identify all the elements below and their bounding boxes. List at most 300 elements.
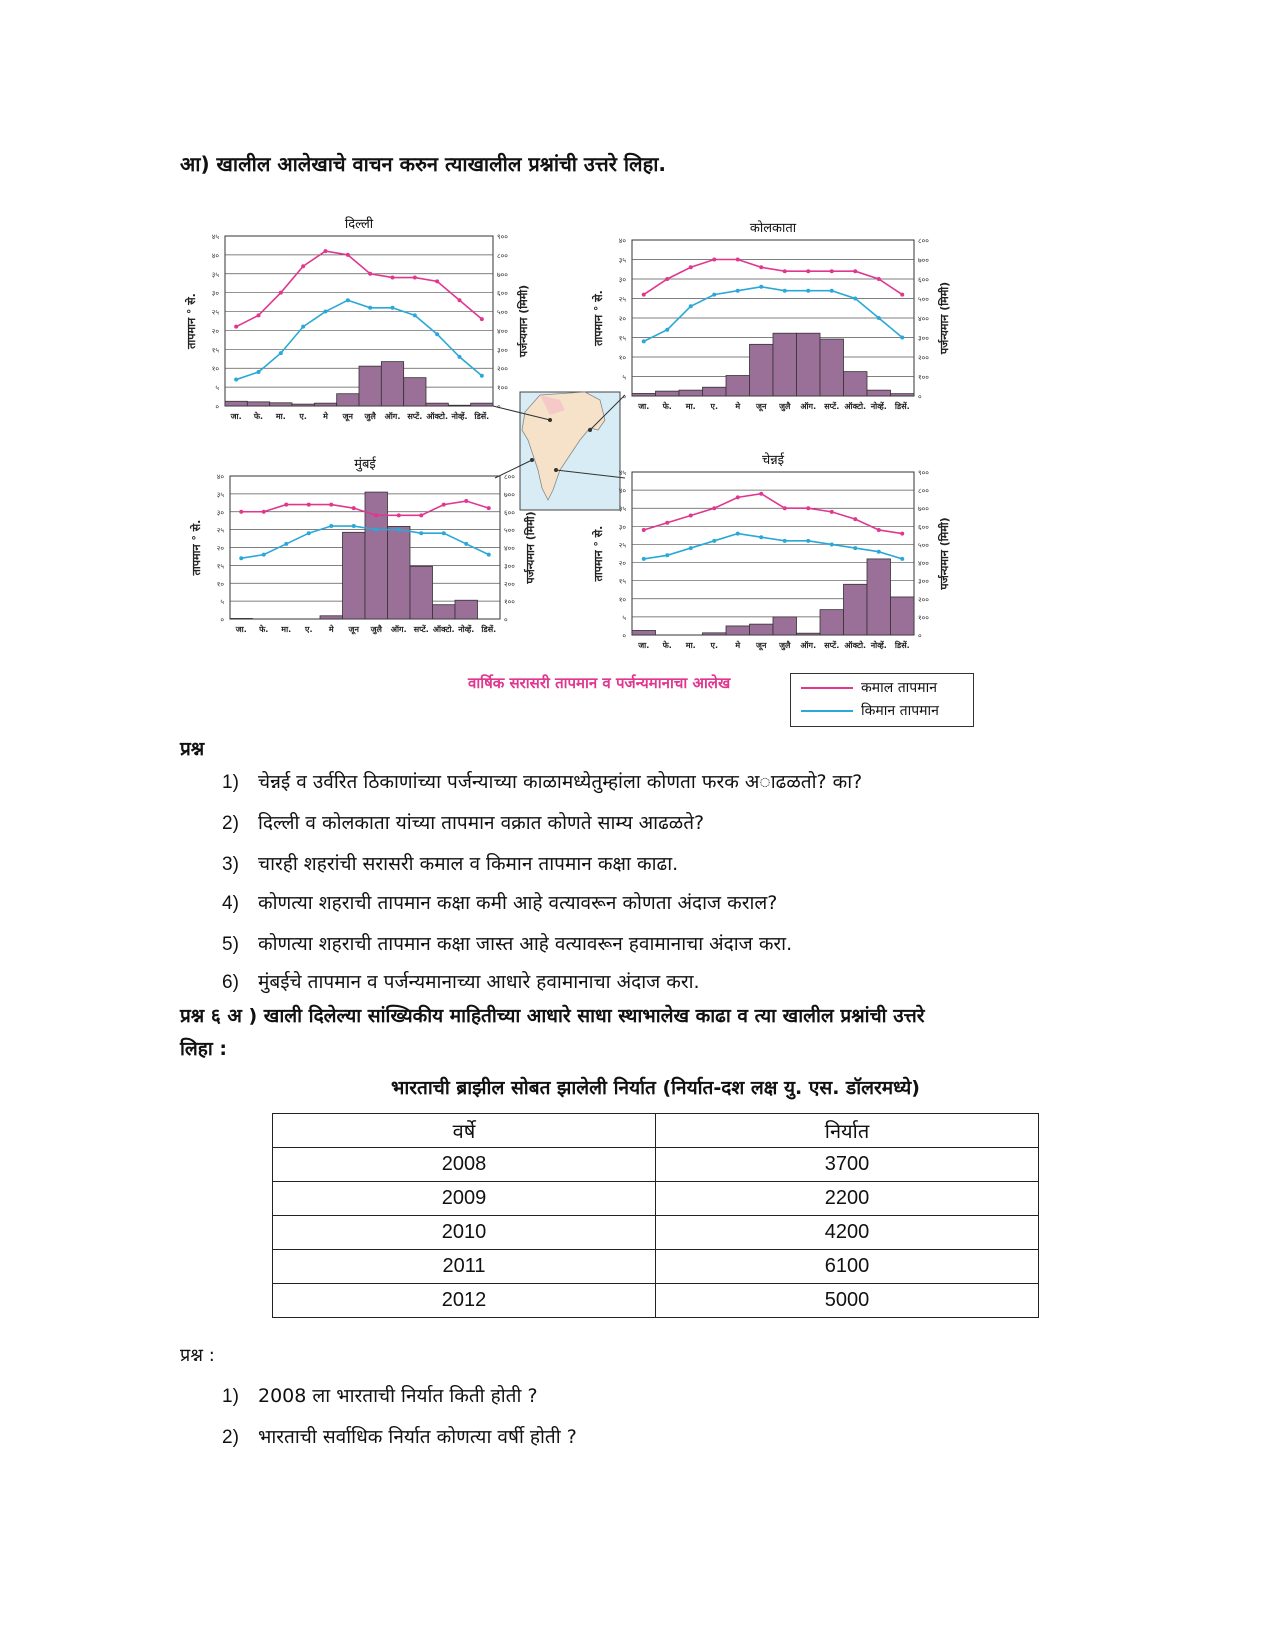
- question-number: 3): [222, 854, 239, 875]
- header-exports: निर्यात: [656, 1114, 1039, 1148]
- left-tick-label: ३५: [618, 505, 626, 514]
- month-label: नोव्हें.: [870, 402, 887, 411]
- min-temp-point: [279, 351, 283, 355]
- month-label: मा.: [685, 641, 696, 650]
- rainfall-bar: [230, 618, 253, 619]
- rainfall-bar: [343, 532, 366, 619]
- cell-export: 5000: [656, 1284, 1039, 1318]
- month-label: डिसें.: [474, 412, 490, 421]
- month-label: जा.: [235, 625, 247, 634]
- max-temp-point: [642, 293, 646, 297]
- left-tick-label: ३०: [211, 289, 219, 298]
- right-tick-label: ६००: [504, 508, 515, 517]
- question-item: [222, 1423, 577, 1449]
- q6-instruction-line2: लिहा :: [180, 1038, 228, 1060]
- month-label: ऑक्टो.: [432, 625, 455, 634]
- right-tick-label: ५००: [504, 526, 515, 535]
- max-temp-point: [900, 293, 904, 297]
- month-label: मा.: [275, 412, 286, 421]
- max-temp-point: [374, 513, 378, 517]
- question-text: चारही शहरांची सरासरी कमाल व किमान तापमान कक्षा काढा.: [258, 853, 679, 875]
- table-title: भारताची ब्राझील सोबत झालेली निर्यात (निर्यात-दश लक्ष यु. एस. डॉलरमध्ये): [391, 1077, 920, 1099]
- max-temp-point: [665, 277, 669, 281]
- right-tick-label: ७००: [918, 256, 929, 265]
- min-temp-point: [413, 313, 417, 317]
- month-label: ऑक्टो.: [844, 641, 867, 650]
- table-row: [273, 1182, 1039, 1216]
- question-item: [222, 768, 862, 794]
- max-temp-point: [830, 510, 834, 514]
- rainfall-bar: [433, 605, 456, 619]
- max-temp-point: [830, 269, 834, 273]
- rainfall-bar: [471, 403, 493, 406]
- min-temp-point: [830, 289, 834, 293]
- rainfall-bar: [426, 403, 448, 406]
- right-tick-label: ६००: [918, 523, 929, 532]
- min-temp-point: [830, 542, 834, 546]
- left-tick-label: ५: [622, 373, 626, 382]
- max-temp-point: [458, 298, 462, 302]
- max-temp-point: [853, 269, 857, 273]
- right-tick-label: ५००: [918, 541, 929, 550]
- question-item: [222, 968, 700, 994]
- right-tick-label: ४००: [918, 315, 929, 323]
- month-label: फे.: [259, 625, 269, 634]
- max-temp-point: [736, 258, 740, 262]
- month-label: मे: [328, 625, 334, 634]
- legend-min-line: [801, 710, 853, 712]
- month-label: जून: [348, 625, 359, 634]
- question-number: 4): [222, 893, 239, 914]
- max-temp-point: [689, 513, 693, 517]
- question-text: दिल्ली व कोलकाता यांच्या तापमान वक्रात कोणते साम्य आढळते?: [258, 812, 705, 834]
- min-temp-point: [689, 546, 693, 550]
- question-text: चेन्नई व उर्वरित ठिकाणांच्या पर्जन्याच्या काळामध्येतुम्हांला कोणता फरक अाढळतो? का?: [258, 771, 863, 793]
- max-temp-point: [853, 517, 857, 521]
- right-tick-label: ३००: [918, 577, 929, 586]
- left-tick-label: १५: [618, 577, 626, 586]
- month-label: सप्टें.: [413, 625, 429, 634]
- right-tick-label: ४००: [504, 544, 515, 553]
- min-temp-point: [480, 374, 484, 378]
- legend-min: [801, 701, 939, 723]
- rainfall-bar: [381, 362, 403, 406]
- right-tick-label: ५००: [918, 295, 929, 304]
- y-axis-label-left: तापमान ° से.: [190, 519, 203, 576]
- left-tick-label: २०: [211, 327, 219, 336]
- legend-min-label: किमान तापमान: [861, 703, 939, 719]
- rainfall-bar: [270, 403, 292, 406]
- chart-title: कोलकाता: [749, 221, 797, 236]
- questions-label-2: प्रश्न :: [180, 1345, 215, 1366]
- left-tick-label: २५: [618, 541, 626, 550]
- left-tick-label: ४०: [618, 487, 626, 496]
- table-row: [273, 1148, 1039, 1182]
- min-temp-point: [487, 553, 491, 557]
- question-number: 1): [222, 772, 239, 793]
- question-item: [222, 930, 792, 956]
- cell-year: 2008: [273, 1148, 656, 1182]
- rainfall-bar: [388, 526, 411, 619]
- rainfall-bar: [726, 376, 750, 396]
- month-label: जुलै: [364, 412, 376, 421]
- min-temp-point: [806, 289, 810, 293]
- month-label: नोव्हें.: [458, 625, 475, 634]
- month-label: ऑक्टो.: [844, 402, 867, 411]
- max-temp-point: [480, 317, 484, 321]
- min-temp-point: [877, 316, 881, 320]
- min-temp-point: [665, 328, 669, 332]
- month-label: ऑग.: [384, 412, 401, 421]
- min-temp-point: [783, 539, 787, 543]
- cell-export: 2200: [656, 1182, 1039, 1216]
- month-label: मा.: [685, 402, 696, 411]
- header-years: वर्षे: [273, 1114, 656, 1148]
- month-label: मे: [735, 402, 741, 411]
- min-temp-point: [642, 557, 646, 561]
- max-temp-point: [712, 258, 716, 262]
- month-label: मे: [735, 641, 741, 650]
- min-temp-point: [759, 535, 763, 539]
- month-label: ए.: [710, 641, 718, 650]
- rainfall-bar: [820, 610, 844, 635]
- left-tick-label: १०: [618, 354, 626, 362]
- cell-year: 2009: [273, 1182, 656, 1216]
- question-item: [222, 889, 777, 915]
- month-label: डिसें.: [481, 625, 497, 634]
- max-temp-point: [783, 269, 787, 273]
- min-temp-point: [464, 542, 468, 546]
- right-tick-label: ०: [497, 403, 501, 411]
- rainfall-bar: [656, 391, 680, 396]
- rainfall-bar: [410, 566, 433, 619]
- rainfall-bar: [359, 366, 381, 406]
- month-label: फे.: [662, 641, 672, 650]
- max-temp-point: [442, 503, 446, 507]
- legend-max-line: [801, 687, 853, 689]
- y-axis-label-left: तापमान ° से.: [592, 290, 605, 346]
- question-number: 2): [222, 1427, 239, 1448]
- max-temp-point: [391, 276, 395, 280]
- rainfall-bar: [797, 333, 821, 396]
- max-temp-point: [464, 499, 468, 503]
- left-tick-label: ०: [622, 393, 626, 401]
- month-label: जा.: [638, 402, 650, 411]
- min-temp-line: [644, 534, 903, 559]
- month-label: सप्टें.: [824, 641, 840, 650]
- min-temp-point: [642, 339, 646, 343]
- rainfall-bar: [750, 344, 774, 396]
- max-temp-point: [877, 528, 881, 532]
- india-inset-map: [520, 392, 620, 510]
- max-temp-point: [689, 265, 693, 269]
- max-temp-point: [329, 503, 333, 507]
- max-temp-point: [257, 313, 261, 317]
- month-label: नोव्हें.: [870, 641, 887, 650]
- min-temp-point: [689, 304, 693, 308]
- min-temp-point: [442, 531, 446, 535]
- chart-title: मुंबई: [354, 457, 376, 472]
- left-tick-label: ३०: [216, 508, 224, 517]
- month-label: सप्टें.: [407, 412, 423, 421]
- min-temp-point: [736, 532, 740, 536]
- min-temp-point: [435, 332, 439, 336]
- right-tick-label: ०: [504, 616, 508, 624]
- max-temp-point: [736, 495, 740, 499]
- month-label: डिसें.: [894, 402, 910, 411]
- max-temp-point: [234, 325, 238, 329]
- max-temp-point: [783, 506, 787, 510]
- min-temp-point: [284, 542, 288, 546]
- left-tick-label: २०: [618, 315, 626, 323]
- left-tick-label: १५: [211, 346, 219, 355]
- month-label: ए.: [710, 402, 718, 411]
- right-tick-label: ९००: [918, 469, 929, 477]
- left-tick-label: १५: [216, 562, 224, 571]
- max-temp-point: [759, 492, 763, 496]
- month-label: जा.: [230, 412, 242, 421]
- month-label: ऑग.: [800, 402, 817, 411]
- max-temp-point: [759, 265, 763, 269]
- min-temp-point: [783, 289, 787, 293]
- min-temp-point: [352, 524, 356, 528]
- rainfall-bar: [365, 492, 388, 619]
- month-label: मे: [323, 412, 328, 421]
- max-temp-point: [877, 277, 881, 281]
- min-temp-point: [877, 550, 881, 554]
- min-temp-point: [712, 293, 716, 297]
- exports-table: [272, 1113, 1039, 1318]
- max-temp-line: [644, 494, 903, 534]
- right-tick-label: २००: [504, 580, 515, 589]
- y-axis-label-right: पर्जन्यमान (मिमी): [938, 517, 951, 590]
- rainfall-bar: [750, 624, 774, 635]
- climate-charts-figure: [0, 0, 1275, 740]
- min-temp-point: [900, 336, 904, 340]
- right-tick-label: १००: [918, 613, 929, 622]
- min-temp-point: [257, 370, 261, 374]
- month-label: जून: [342, 412, 354, 421]
- table-header-row: [273, 1114, 1039, 1148]
- min-temp-point: [712, 539, 716, 543]
- month-label: जुलै: [779, 641, 791, 650]
- min-temp-point: [239, 556, 243, 560]
- month-label: जा.: [638, 641, 650, 650]
- figure-legend: [790, 673, 974, 727]
- left-tick-label: २५: [211, 308, 219, 317]
- right-tick-label: ३००: [918, 334, 929, 343]
- right-tick-label: ७००: [918, 505, 929, 514]
- y-axis-label-right: पर्जन्यमान (मिमी): [524, 511, 537, 584]
- left-tick-label: २०: [216, 544, 224, 553]
- min-temp-point: [324, 310, 328, 314]
- question-number: 5): [222, 934, 239, 955]
- left-tick-label: ०: [215, 403, 219, 411]
- min-temp-point: [759, 285, 763, 289]
- month-label: मा.: [281, 625, 292, 634]
- rainfall-bar: [867, 559, 891, 635]
- max-temp-point: [712, 506, 716, 510]
- month-label: डिसें.: [894, 641, 910, 650]
- max-temp-point: [419, 513, 423, 517]
- left-tick-label: ३५: [618, 256, 626, 265]
- max-temp-point: [301, 264, 305, 268]
- cell-year: 2010: [273, 1216, 656, 1250]
- month-label: नोव्हें.: [451, 412, 468, 421]
- rainfall-bar: [703, 387, 727, 396]
- month-label: जून: [756, 641, 767, 650]
- right-tick-label: ०: [918, 632, 922, 640]
- question-number: 2): [222, 813, 239, 834]
- left-tick-label: ३५: [216, 490, 224, 499]
- question-number: 6): [222, 972, 239, 993]
- month-label: जून: [756, 402, 767, 411]
- right-tick-label: २००: [918, 595, 929, 604]
- min-temp-point: [329, 524, 333, 528]
- month-label: फे.: [253, 412, 264, 421]
- max-temp-point: [397, 513, 401, 517]
- right-tick-label: ९००: [497, 233, 508, 241]
- rainfall-bar: [891, 597, 915, 635]
- rainfall-bar: [314, 403, 336, 406]
- month-label: ए.: [305, 625, 313, 634]
- max-temp-point: [352, 506, 356, 510]
- min-temp-point: [419, 531, 423, 535]
- min-temp-point: [397, 528, 401, 532]
- rainfall-bar: [891, 394, 915, 396]
- left-tick-label: ३०: [618, 523, 626, 532]
- max-temp-point: [307, 503, 311, 507]
- month-label: ऑक्टो.: [426, 412, 449, 421]
- right-tick-label: २००: [918, 354, 929, 362]
- left-tick-label: ०: [622, 632, 626, 640]
- right-tick-label: १००: [497, 384, 508, 393]
- max-temp-point: [239, 510, 243, 514]
- left-tick-label: ३०: [618, 276, 626, 284]
- left-tick-label: ४०: [211, 251, 219, 260]
- month-label: जुलै: [370, 625, 382, 634]
- y-axis-label-right: पर्जन्यमान (मिमी): [938, 281, 951, 355]
- min-temp-point: [391, 306, 395, 310]
- min-temp-point: [458, 355, 462, 359]
- cell-year: 2011: [273, 1250, 656, 1284]
- right-tick-label: ७००: [504, 490, 515, 499]
- chart-title: चेन्नई: [761, 453, 785, 468]
- max-temp-point: [642, 528, 646, 532]
- legend-max: [801, 678, 937, 700]
- question-text: मुंबईचे तापमान व पर्जन्यमानाच्या आधारे हवामानाचा अंदाज करा.: [258, 971, 700, 993]
- table-row: [273, 1250, 1039, 1284]
- right-tick-label: ७००: [497, 270, 508, 279]
- min-temp-point: [368, 306, 372, 310]
- left-tick-label: ४५: [618, 469, 626, 477]
- cell-export: 4200: [656, 1216, 1039, 1250]
- rainfall-bar: [404, 378, 426, 406]
- right-tick-label: १००: [504, 598, 515, 607]
- left-tick-label: ५: [220, 598, 224, 607]
- max-temp-point: [806, 506, 810, 510]
- min-temp-point: [736, 289, 740, 293]
- month-label: ऑग.: [390, 625, 407, 634]
- rainfall-bar: [247, 402, 269, 406]
- rainfall-bar: [797, 633, 821, 635]
- figure-caption: वार्षिक सरासरी तापमान व पर्जन्यमानाचा आलेख: [468, 674, 731, 692]
- question-text: कोणत्या शहराची तापमान कक्षा जास्त आहे वत्यावरून हवामानाचा अंदाज करा.: [258, 933, 793, 955]
- left-tick-label: ५: [215, 384, 219, 393]
- max-temp-point: [413, 276, 417, 280]
- question-number: 1): [222, 1386, 239, 1407]
- month-label: जुलै: [779, 402, 791, 411]
- left-tick-label: ५: [622, 613, 626, 622]
- cell-year: 2012: [273, 1284, 656, 1318]
- y-axis-label-left: तापमान ° से.: [185, 293, 198, 349]
- right-tick-label: ८००: [918, 237, 929, 245]
- left-tick-label: २०: [618, 559, 626, 568]
- right-tick-label: ३००: [504, 562, 515, 571]
- legend-max-label: कमाल तापमान: [861, 680, 938, 696]
- max-temp-point: [435, 279, 439, 283]
- y-axis-label-left: तापमान ° से.: [592, 525, 605, 582]
- cell-export: 6100: [656, 1250, 1039, 1284]
- rainfall-bar: [844, 584, 868, 635]
- max-temp-line: [236, 251, 482, 327]
- left-tick-label: १५: [618, 334, 626, 343]
- max-temp-point: [806, 269, 810, 273]
- rainfall-bar: [679, 390, 703, 396]
- rainfall-bar: [820, 339, 844, 396]
- right-tick-label: ६००: [918, 276, 929, 284]
- min-temp-point: [853, 546, 857, 550]
- min-temp-point: [234, 378, 238, 382]
- rainfall-bar: [703, 633, 727, 635]
- rainfall-bar: [292, 404, 314, 406]
- min-temp-point: [374, 528, 378, 532]
- rainfall-bar: [225, 401, 247, 406]
- min-temp-point: [665, 553, 669, 557]
- rainfall-bar: [632, 630, 656, 635]
- right-tick-label: ६००: [497, 289, 508, 298]
- max-temp-point: [284, 503, 288, 507]
- q6-instruction-line1: प्रश्न ६ अ ) खाली दिलेल्या सांख्यिकीय माहितीच्या आधारे साधा स्थाभालेख काढा व त्या खालील प्रश्नांची उत्तरे: [180, 1005, 925, 1027]
- right-tick-label: ८००: [497, 251, 508, 260]
- left-tick-label: ३५: [211, 270, 219, 279]
- min-temp-point: [806, 539, 810, 543]
- month-label: ऑग.: [800, 641, 817, 650]
- right-tick-label: ८००: [504, 473, 515, 481]
- month-label: फे.: [662, 402, 672, 411]
- left-tick-label: १०: [216, 580, 224, 589]
- y-axis-label-right: पर्जन्यमान (मिमी): [517, 284, 530, 358]
- left-tick-label: ०: [220, 616, 224, 624]
- left-tick-label: ४०: [618, 237, 626, 245]
- min-temp-point: [301, 325, 305, 329]
- rainfall-bar: [773, 617, 797, 635]
- max-temp-point: [900, 532, 904, 536]
- left-tick-label: ४५: [211, 233, 219, 241]
- rainfall-bar: [632, 393, 656, 396]
- min-temp-point: [262, 553, 266, 557]
- question-text: भारताची सर्वाधिक निर्यात कोणत्या वर्षी होती ?: [258, 1426, 577, 1448]
- left-tick-label: ४०: [216, 473, 224, 481]
- right-tick-label: ०: [918, 393, 922, 401]
- max-temp-point: [346, 253, 350, 257]
- right-tick-label: ४००: [918, 559, 929, 568]
- min-temp-point: [346, 298, 350, 302]
- left-tick-label: २५: [216, 526, 224, 535]
- max-temp-point: [262, 510, 266, 514]
- questions-label-1: प्रश्न: [180, 738, 205, 760]
- right-tick-label: २००: [497, 365, 508, 374]
